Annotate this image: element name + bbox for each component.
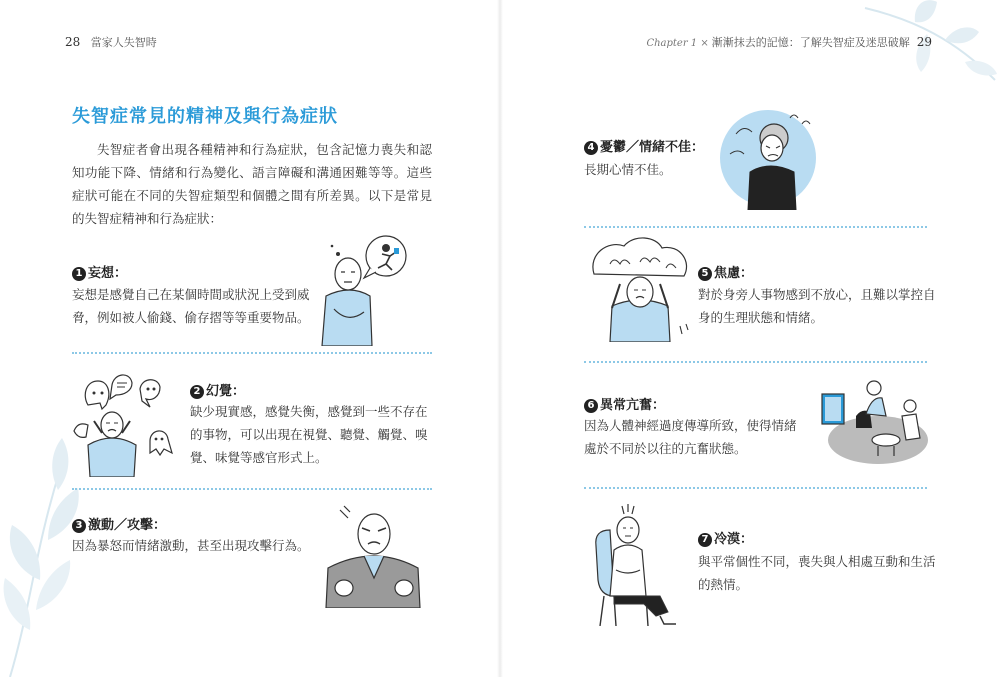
item-number-5: 5 <box>698 267 712 281</box>
item-number-2: 2 <box>190 385 204 399</box>
item-title-6 <box>584 394 665 413</box>
item-title-7 <box>698 528 753 547</box>
item-divider-6 <box>584 487 927 489</box>
item-desc-7 <box>698 550 936 596</box>
item-number-7: 7 <box>698 533 712 547</box>
chapter-title: 漸漸抹去的記憶：了解失智症及迷思破解 <box>711 36 910 49</box>
item-desc-6-line-1: 因為人體神經過度傳導所致，使得情緒 <box>584 418 797 433</box>
item-title-1-text: 妄想： <box>88 266 128 281</box>
item-desc-5 <box>698 283 936 329</box>
item-desc-5-line-1: 對於身旁人事物感到不放心，且難以掌控自 <box>698 287 936 302</box>
item-divider-1 <box>72 352 432 354</box>
item-number-4: 4 <box>584 141 598 155</box>
item-number-1: 1 <box>72 267 86 281</box>
item-desc-2-line-2: 的事物，可以出現在視覺、聽覺、觸覺、嗅 <box>190 427 428 442</box>
book-title: 當家人失智時 <box>90 36 157 49</box>
page-number-left: 28 <box>65 35 81 49</box>
item-desc-4-line-1: 長期心情不佳。 <box>584 162 672 177</box>
item-title-5 <box>698 262 753 281</box>
item-desc-6 <box>584 414 797 460</box>
item-desc-7-line-1: 與平常個性不同，喪失與人相處互動和生活 <box>698 554 936 569</box>
item-divider-5 <box>584 361 927 363</box>
item-desc-1-line-2: 脅，例如被人偷錢、偷存摺等等重要物品。 <box>72 310 310 325</box>
item-title-4 <box>584 136 704 155</box>
item-desc-2-line-1: 缺少現實感，感覺失衡，感覺到一些不存在 <box>190 404 428 419</box>
running-head-right <box>646 34 932 50</box>
hallucination-illustration <box>72 365 184 477</box>
page-number-right: 29 <box>916 35 932 49</box>
excitement-illustration <box>816 368 928 468</box>
apathy-illustration <box>590 500 696 626</box>
item-desc-3-line-1: 因為暴怒而情緒激動，甚至出現攻擊行為。 <box>72 538 310 553</box>
item-desc-5-line-2: 身的生理狀態和情緒。 <box>698 310 824 325</box>
intro-paragraph: 失智症者會出現各種精神和行為症狀，包含記憶力喪失和認知功能下降、情緒和行為變化、語言障礙和溝通困難等等。這些症狀可能在不同的失智症類型和個體之間有所差異。以下是常見的失智症精神和行為症狀： <box>72 142 432 226</box>
depression-illustration <box>718 104 820 210</box>
anxiety-illustration <box>584 234 696 342</box>
item-title-2 <box>190 380 245 399</box>
item-desc-2-line-3: 覺、味覺等感官形式上。 <box>190 450 328 465</box>
chapter-label: Chapter 1 × <box>646 38 709 49</box>
item-desc-4 <box>584 158 672 181</box>
item-divider-4 <box>584 226 927 228</box>
item-title-4-text: 憂鬱／情緒不佳： <box>600 140 705 155</box>
item-divider-2 <box>72 488 432 490</box>
item-desc-2 <box>190 400 428 469</box>
agitation-illustration <box>318 498 430 608</box>
paranoia-illustration <box>320 234 430 346</box>
item-title-5-text: 焦慮： <box>714 266 754 281</box>
item-desc-7-line-2: 的熱情。 <box>698 577 749 592</box>
item-desc-1-line-1: 妄想是感覺自己在某個時間或狀況上受到威 <box>72 287 310 302</box>
item-title-7-text: 冷漠： <box>714 532 754 547</box>
item-desc-1 <box>72 283 310 329</box>
item-number-3: 3 <box>72 519 86 533</box>
item-desc-6-line-2: 處於不同於以往的亢奮狀態。 <box>584 441 747 456</box>
item-desc-3 <box>72 534 310 557</box>
item-title-1 <box>72 262 127 281</box>
item-title-3 <box>72 514 166 533</box>
right-page <box>500 0 1000 677</box>
item-title-2-text: 幻覺： <box>206 384 246 399</box>
running-head-left <box>65 34 157 50</box>
item-title-6-text: 異常亢奮： <box>600 398 666 413</box>
item-title-3-text: 激動／攻擊： <box>88 518 167 533</box>
section-title: 失智症常見的精神及與行為症狀 <box>72 106 338 127</box>
item-number-6: 6 <box>584 399 598 413</box>
